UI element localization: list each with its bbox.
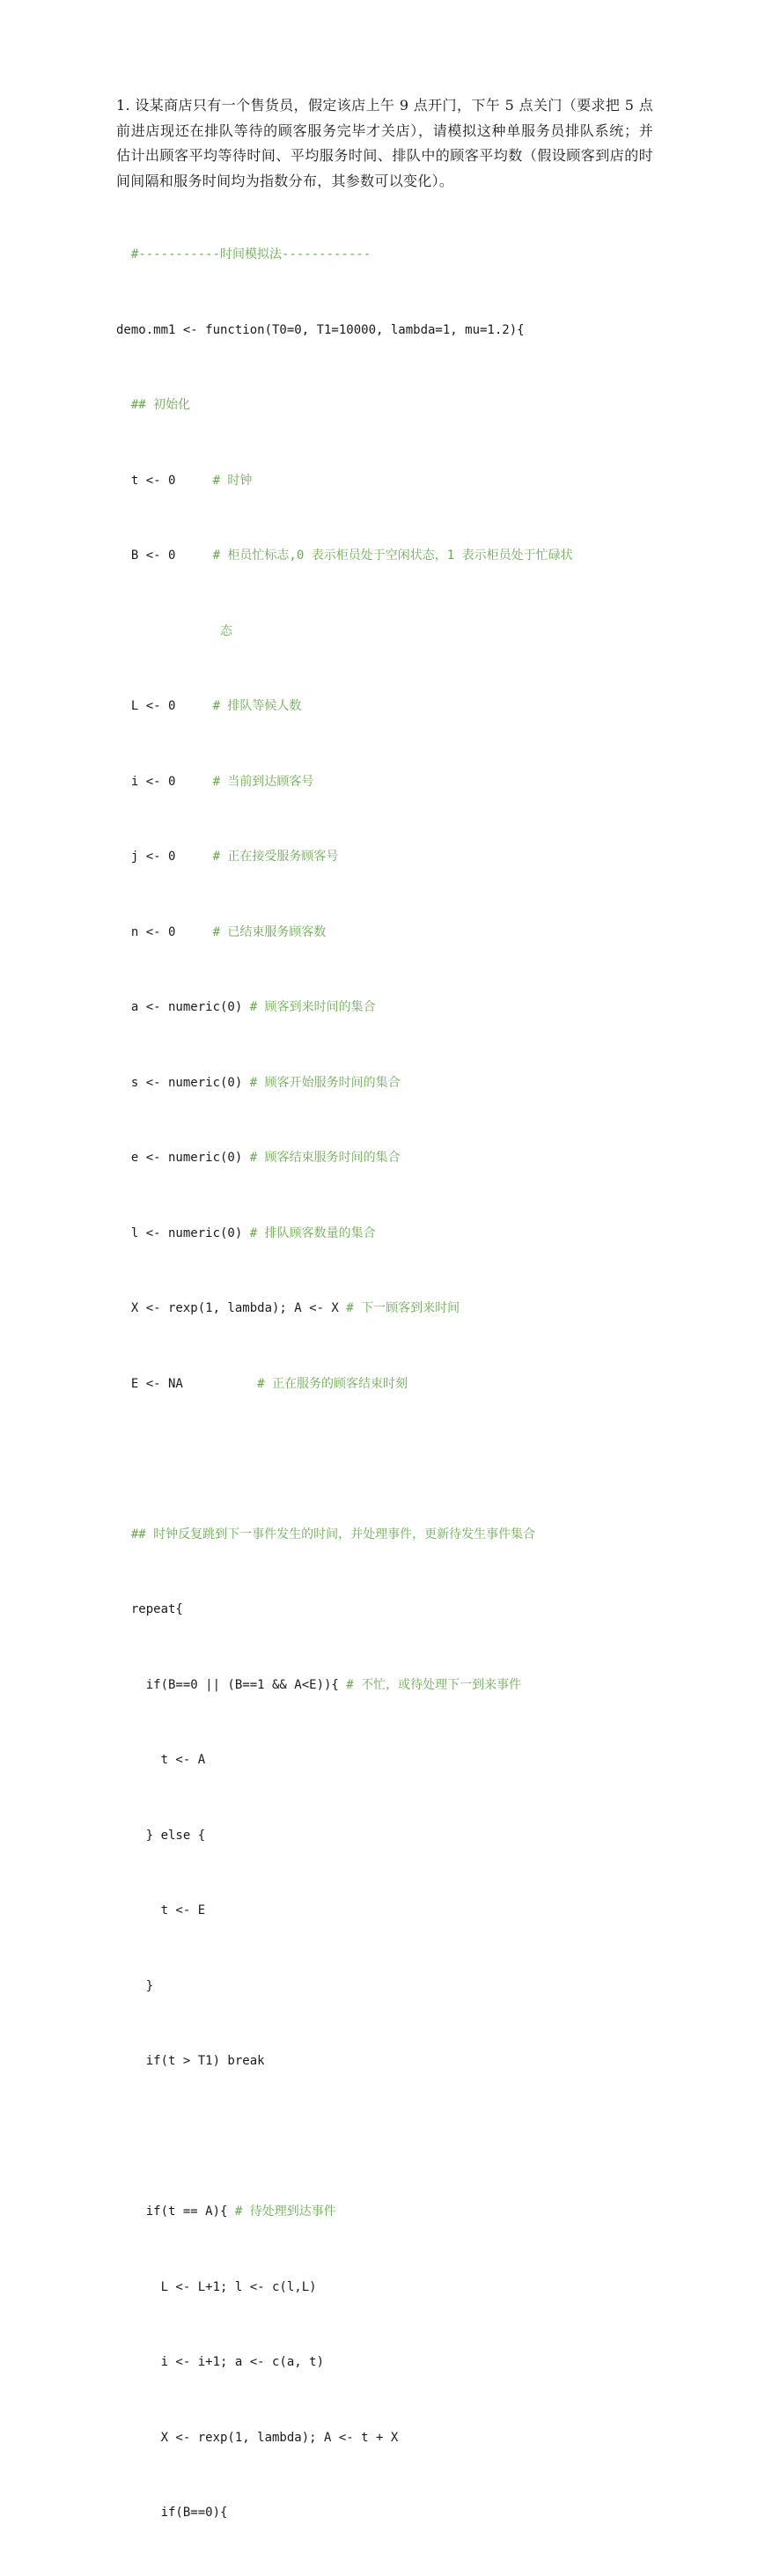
code-line — [116, 393, 662, 418]
code-text: repeat{ — [116, 1602, 183, 1616]
code-line — [116, 619, 662, 644]
code-line — [116, 1823, 662, 1849]
code-comment: # 顾客到来时间的集合 — [249, 1000, 376, 1014]
code-text: if(t == A){ — [116, 2204, 235, 2219]
code-line — [116, 1071, 662, 1096]
code-text: i <- i+1; a <- c(a, t) — [116, 2355, 325, 2369]
code-line — [116, 1522, 662, 1548]
code-line — [116, 1145, 662, 1171]
code-text: n <- 0 — [116, 924, 213, 939]
code-line — [116, 242, 662, 268]
code-text: t <- 0 — [116, 473, 213, 488]
code-line — [116, 1748, 662, 1773]
code-comment: # 已结束服务顾客数 — [212, 924, 327, 939]
code-comment: # 排队等候人数 — [212, 699, 302, 713]
code-line — [116, 844, 662, 870]
code-line — [116, 2199, 662, 2225]
code-text: e <- numeric(0) — [116, 1151, 250, 1165]
code-comment: # 待处理到达事件 — [234, 2204, 336, 2219]
code-comment: # 柜员忙标志,0 表示柜员处于空闲状态，1 表示柜员处于忙碌状 — [212, 548, 573, 563]
code-text: demo.mm1 <- function(T0=0, T1=10000, lambda=1, mu=1.2){ — [116, 322, 525, 337]
code-text: X <- rexp(1, lambda); A <- X — [116, 1301, 347, 1315]
code-line — [116, 1974, 662, 1999]
code-text: t <- A — [116, 1753, 206, 1767]
code-comment: 态 — [116, 623, 233, 638]
code-text: i <- 0 — [116, 774, 213, 789]
code-line — [116, 543, 662, 569]
code-line — [116, 1221, 662, 1247]
code-text: X <- rexp(1, lambda); A <- t + X — [116, 2430, 399, 2445]
code-comment: # 下一顾客到来时间 — [346, 1301, 460, 1315]
code-line — [116, 1673, 662, 1698]
code-block — [116, 192, 662, 2576]
code-text: a <- numeric(0) — [116, 1000, 250, 1014]
code-text: } — [116, 1978, 154, 1993]
code-comment: # 当前到达顾客号 — [212, 774, 314, 789]
code-comment: # 顾客开始服务时间的集合 — [249, 1075, 401, 1090]
code-line — [116, 995, 662, 1020]
code-line — [116, 1898, 662, 1924]
code-text: s <- numeric(0) — [116, 1075, 250, 1090]
code-line — [116, 1296, 662, 1321]
code-line — [116, 1597, 662, 1623]
code-text: if(B==0 || (B==1 && A<E)){ — [116, 1677, 347, 1692]
code-comment: ## 时钟反复跳到下一事件发生的时间，并处理事件，更新待发生事件集合 — [116, 1527, 536, 1542]
code-comment: # 不忙，或待处理下一到来事件 — [346, 1677, 522, 1692]
code-text: L <- 0 — [116, 699, 213, 713]
code-comment: # 正在服务的顾客结束时刻 — [257, 1376, 408, 1391]
code-comment: ## 初始化 — [116, 398, 191, 412]
code-text: E <- NA — [116, 1376, 258, 1391]
code-line — [116, 2350, 662, 2375]
code-line — [116, 468, 662, 494]
code-line — [116, 318, 662, 343]
code-text: if(t > T1) break — [116, 2054, 265, 2068]
code-text: L <- L+1; l <- c(l,L) — [116, 2279, 317, 2294]
code-text: t <- E — [116, 1903, 206, 1917]
code-comment: # 排队顾客数量的集合 — [249, 1225, 376, 1240]
code-line — [116, 920, 662, 946]
code-comment: # 时钟 — [212, 473, 253, 488]
code-comment: # 正在接受服务顾客号 — [212, 850, 339, 864]
code-line — [116, 2425, 662, 2451]
code-line — [116, 2275, 662, 2300]
code-text: l <- numeric(0) — [116, 1225, 250, 1240]
code-comment: # 顾客结束服务时间的集合 — [249, 1151, 401, 1165]
problem-statement: 1. 设某商店只有一个售货员，假定该店上午 9 点开门，下午 5 点关门（要求把 5 点前进店现还在排队等待的顾客服务完毕才关店），请模拟这种单服务员排队系统；并估计出顾客平均等待时间、平均服务时间、排队中的顾客平均数（假设顾客到店的时间间隔和服务时间均为指数分布，其参数可以变化）。 — [116, 97, 653, 189]
code-line — [116, 769, 662, 795]
code-text: if(B==0){ — [116, 2506, 228, 2520]
code-line — [116, 2049, 662, 2074]
code-text: B <- 0 — [116, 548, 213, 563]
blank-line — [116, 1446, 662, 1472]
code-line — [116, 694, 662, 719]
code-line — [116, 2500, 662, 2526]
code-comment: #-----------时间模拟法------------ — [116, 247, 371, 261]
code-text: j <- 0 — [116, 850, 213, 864]
code-text: } else { — [116, 1828, 206, 1843]
code-line — [116, 1372, 662, 1397]
blank-line — [116, 2124, 662, 2150]
